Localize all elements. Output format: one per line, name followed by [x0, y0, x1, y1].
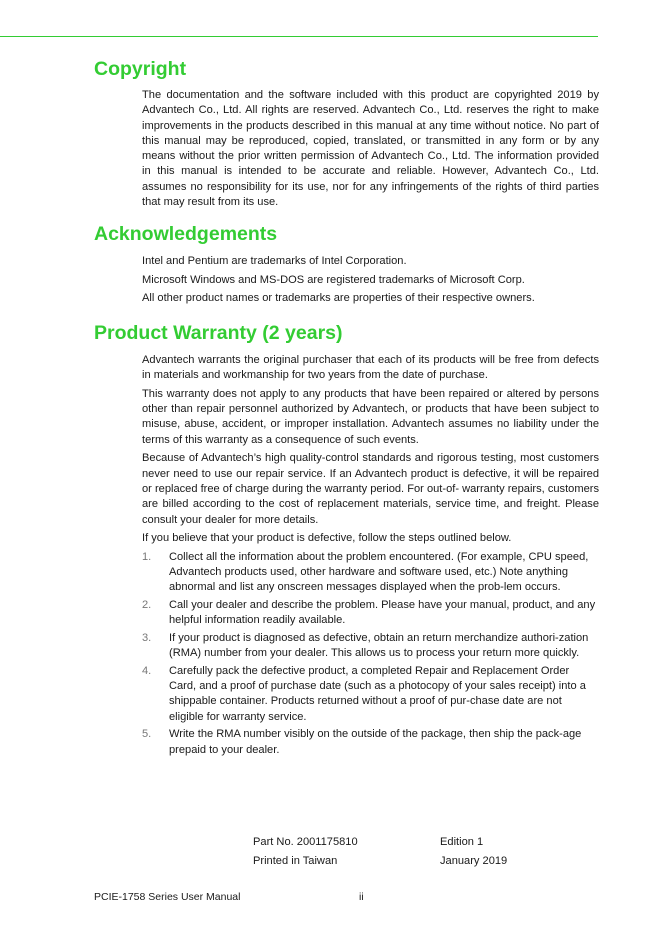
ack-item: All other product names or trademarks are properties of their respective owners.: [142, 292, 535, 305]
warranty-paragraph: This warranty does not apply to any products that have been repaired or altered by persons other than repair personnel authorized by Advantech, or products that have been subject to misuse, abuse, accident, or improper installation. Advantech assumes no liability under the terms of this warranty as a consequence of such events.: [142, 387, 599, 446]
warranty-paragraph: Advantech warrants the original purchaser that each of its products will be free from defects in materials and workmanship for two years from the date of purchase.: [142, 354, 599, 382]
step-number: 1.: [142, 550, 152, 563]
copyright-heading: Copyright: [94, 58, 187, 80]
step-number: 3.: [142, 631, 152, 644]
warranty-body: [142, 353, 599, 758]
publication-date: January 2019: [440, 855, 508, 867]
step-item: [142, 550, 599, 596]
copyright-text: [142, 88, 599, 210]
step-text: Carefully pack the defective product, a completed Repair and Replacement Order Card, and a proof of purchase date (such as a photocopy of your sales receipt) into a shippable container. Products returned without a proof of pur-chase date are not eligible for warranty service.: [169, 664, 586, 723]
acknowledgements-list: [142, 254, 599, 306]
step-number: 5.: [142, 728, 152, 741]
step-text: Collect all the information about the problem encountered. (For example, CPU speed, Advantech products used, other hardware and software used, etc.) Note anything abnormal and list any onscreen messages displayed when the prob-lem occurs.: [169, 550, 589, 594]
warranty-steps: [142, 550, 599, 758]
step-item: [142, 598, 599, 629]
step-number: 4.: [142, 664, 152, 677]
step-item: [142, 727, 599, 758]
step-item: [142, 664, 599, 725]
footer-page-number: ii: [359, 891, 364, 903]
warranty-paragraph: If you believe that your product is defective, follow the steps outlined below.: [142, 532, 512, 545]
step-text: Write the RMA number visibly on the outside of the package, then ship the pack-age prepaid to your dealer.: [169, 728, 582, 756]
ack-item: Intel and Pentium are trademarks of Intel Corporation.: [142, 255, 407, 267]
warranty-heading: Product Warranty (2 years): [94, 322, 343, 344]
header-rule: [0, 36, 598, 37]
step-text: Call your dealer and describe the problem. Please have your manual, product, and any helpful information readily available.: [169, 598, 596, 627]
warranty-paragraph: Because of Advantech’s high quality-control standards and rigorous testing, most customers never need to use our repair service. If an Advantech product is defective, it will be repaired or replaced free of charge during the warranty period. For out-of- warranty repairs, customers are billed according to the cost of replacement materials, service time, and freight. Please consult your dealer for more details.: [142, 452, 599, 526]
printed-location: Printed in Taiwan: [253, 855, 338, 867]
step-text: If your product is diagnosed as defective, obtain an return merchandize authori-zation (RMA) number from your dealer. This allows us to process your return more quickly.: [169, 631, 589, 660]
part-number: Part No. 2001175810: [253, 836, 358, 848]
acknowledgements-heading: Acknowledgements: [94, 223, 278, 245]
step-item: [142, 631, 599, 662]
step-number: 2.: [142, 598, 152, 611]
copyright-body: The documentation and the software included with this product are copyrighted 2019 by Advantech Co., Ltd. All rights are reserved. Advantech Co., Ltd. reserves the right to make improvements in the products described in this manual at any time without notice. No part of this manual may be reproduced, copied, translated, or transmitted in any form or by any means without the prior written permission of Advantech Co., Ltd. The information provided in this manual is intended to be accurate and reliable. However, Advantech Co., Ltd. assumes no responsibility for its use, nor for any infringements of the rights of third parties that may result from its use.: [142, 89, 599, 209]
edition: Edition 1: [440, 836, 484, 848]
ack-item: Microsoft Windows and MS-DOS are registered trademarks of Microsoft Corp.: [142, 273, 525, 286]
footer-manual-title: PCIE-1758 Series User Manual: [94, 891, 241, 903]
